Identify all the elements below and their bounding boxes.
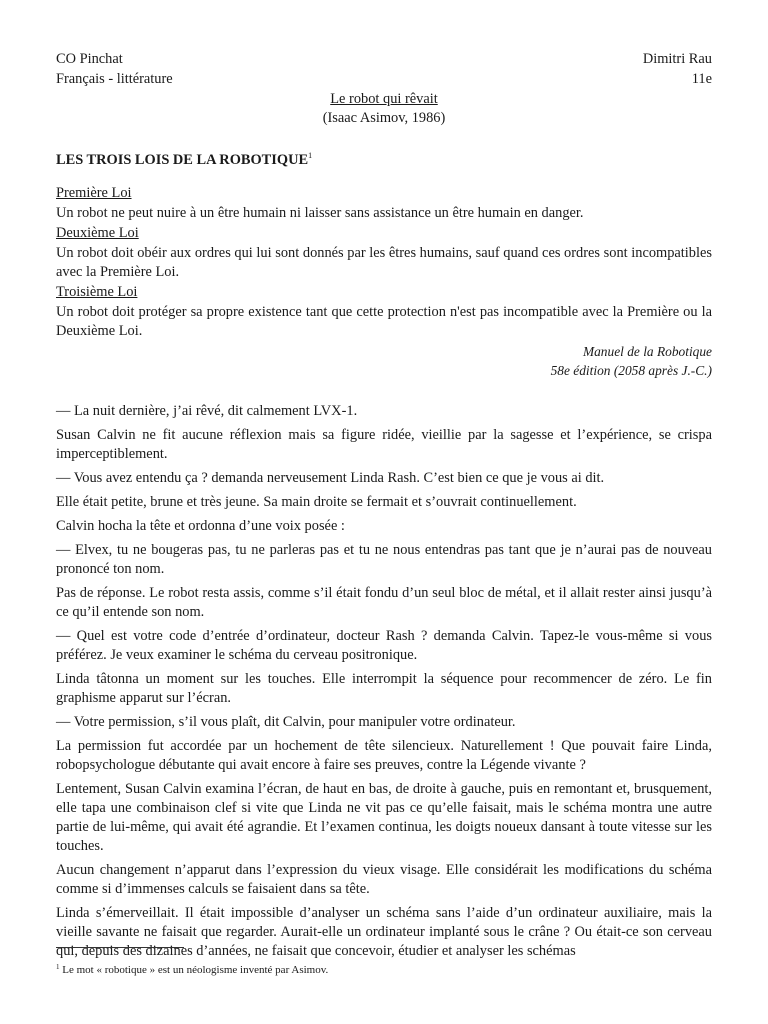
citation-line-1: Manuel de la Robotique: [582, 344, 712, 359]
footnote: [56, 958, 328, 980]
citation-line-2: 58e édition (2058 après J.-C.): [550, 363, 712, 378]
story-paragraph: — La nuit dernière, j’ai rêvé, dit calmement LVX-1.: [56, 403, 358, 419]
law-text: Un robot ne peut nuire à un être humain ni laisser sans assistance un être humain en danger.: [56, 205, 584, 221]
story-paragraph: La permission fut accordée par un hochement de tête silencieux. Naturellement ! Que pouvait faire Linda, robopsychologue débutante qui avait encore à faire ses preuves, contre la Légende vivante ?: [56, 738, 712, 773]
author-name: Dimitri Rau: [642, 51, 712, 67]
footnote-number: 1: [56, 963, 60, 971]
work-title: Le robot qui rêvait: [330, 91, 438, 107]
story-paragraph: Susan Calvin ne fit aucune réflexion mais sa figure ridée, vieillie par la sagesse et l’expérience, se crispa imperceptiblement.: [56, 427, 712, 462]
footnote-text: Le mot « robotique » est un néologisme inventé par Asimov.: [62, 964, 329, 976]
story-paragraph: Aucun changement n’apparut dans l’expression du vieux visage. Elle considérait les modifications du schéma comme si d’immenses calculs se faisaient dans sa tête.: [56, 862, 712, 897]
school-name: CO Pinchat: [56, 51, 123, 67]
story-paragraph: Elle était petite, brune et très jeune. Sa main droite se fermait et s’ouvrait continuellement.: [56, 494, 577, 510]
laws-block: [56, 184, 712, 380]
story-paragraph: Pas de réponse. Le robot resta assis, comme s’il était fondu d’un seul bloc de métal, et il allait rester ainsi jusqu’à ce qu’il entende son nom.: [56, 585, 712, 620]
story-paragraph: Linda tâtonna un moment sur les touches. Elle interrompit la séquence pour recommencer de zéro. Le fin graphisme apparut sur l’écran.: [56, 671, 712, 706]
law-heading: Première Loi: [56, 185, 132, 201]
story-paragraph: — Vous avez entendu ça ? demanda nerveusement Linda Rash. C’est bien ce que je vous ai dit.: [56, 470, 605, 486]
work-title-row: [56, 90, 712, 109]
story-paragraph: Calvin hocha la tête et ordonna d’une voix posée :: [56, 518, 345, 534]
story-paragraph: — Votre permission, s’il vous plaît, dit Calvin, pour manipuler votre ordinateur.: [56, 714, 516, 730]
footnote-ref: 1: [308, 151, 313, 160]
law-text: Un robot doit protéger sa propre existence tant que cette protection n'est pas incompatible avec la Première ou la Deuxième Loi.: [56, 304, 712, 339]
footnote-divider: [56, 947, 184, 948]
document-body: [56, 50, 712, 966]
work-source: (Isaac Asimov, 1986): [322, 110, 446, 126]
section-title: LES TROIS LOIS DE LA ROBOTIQUE: [56, 152, 309, 168]
grade-level: 11e: [691, 71, 712, 87]
header-row-1: [56, 50, 712, 70]
law-heading: Deuxième Loi: [56, 225, 139, 241]
story-paragraph: Lentement, Susan Calvin examina l’écran, de haut en bas, de droite à gauche, puis en remontant et, brusquement, elle tapa une combinaison clef si vite que Linda ne vit pas ce qu’elle faisait, mais le schéma montra une autre partie de lui-même, qui avait été agrandie. Et l’examen continua, les doigts noueux dansant à toute vitesse sur les touches.: [56, 781, 712, 854]
header-row-2: [56, 70, 712, 90]
story-text: [56, 402, 712, 961]
story-paragraph: — Quel est votre code d’entrée d’ordinateur, docteur Rash ? demanda Calvin. Tapez-le vous-même si vous préférez. Je veux examiner le schéma du cerveau positronique.: [56, 628, 712, 663]
story-paragraph: Linda s’émerveillait. Il était impossible d’analyser un schéma sans l’aide d’un ordinateur auxiliaire, mais la vieille savante ne faisait que regarder. Aurait-elle un ordinateur implanté sous le crâne ? Ou était-ce son cerveau qui, depuis des dizaines d’années, ne faisait que concevoir, étudier et analyser les schémas: [56, 905, 712, 959]
law-heading: Troisième Loi: [56, 284, 138, 300]
subject-name: Français - littérature: [56, 71, 173, 87]
story-paragraph: — Elvex, tu ne bougeras pas, tu ne parleras pas et tu ne nous entendras pas tant que je n’aurai pas de nouveau prononcé ton nom.: [56, 542, 712, 577]
law-text: Un robot doit obéir aux ordres qui lui sont donnés par les êtres humains, sauf quand ces ordres sont incompatibles avec la Première Loi.: [56, 245, 712, 280]
section-title-row: [56, 146, 712, 166]
